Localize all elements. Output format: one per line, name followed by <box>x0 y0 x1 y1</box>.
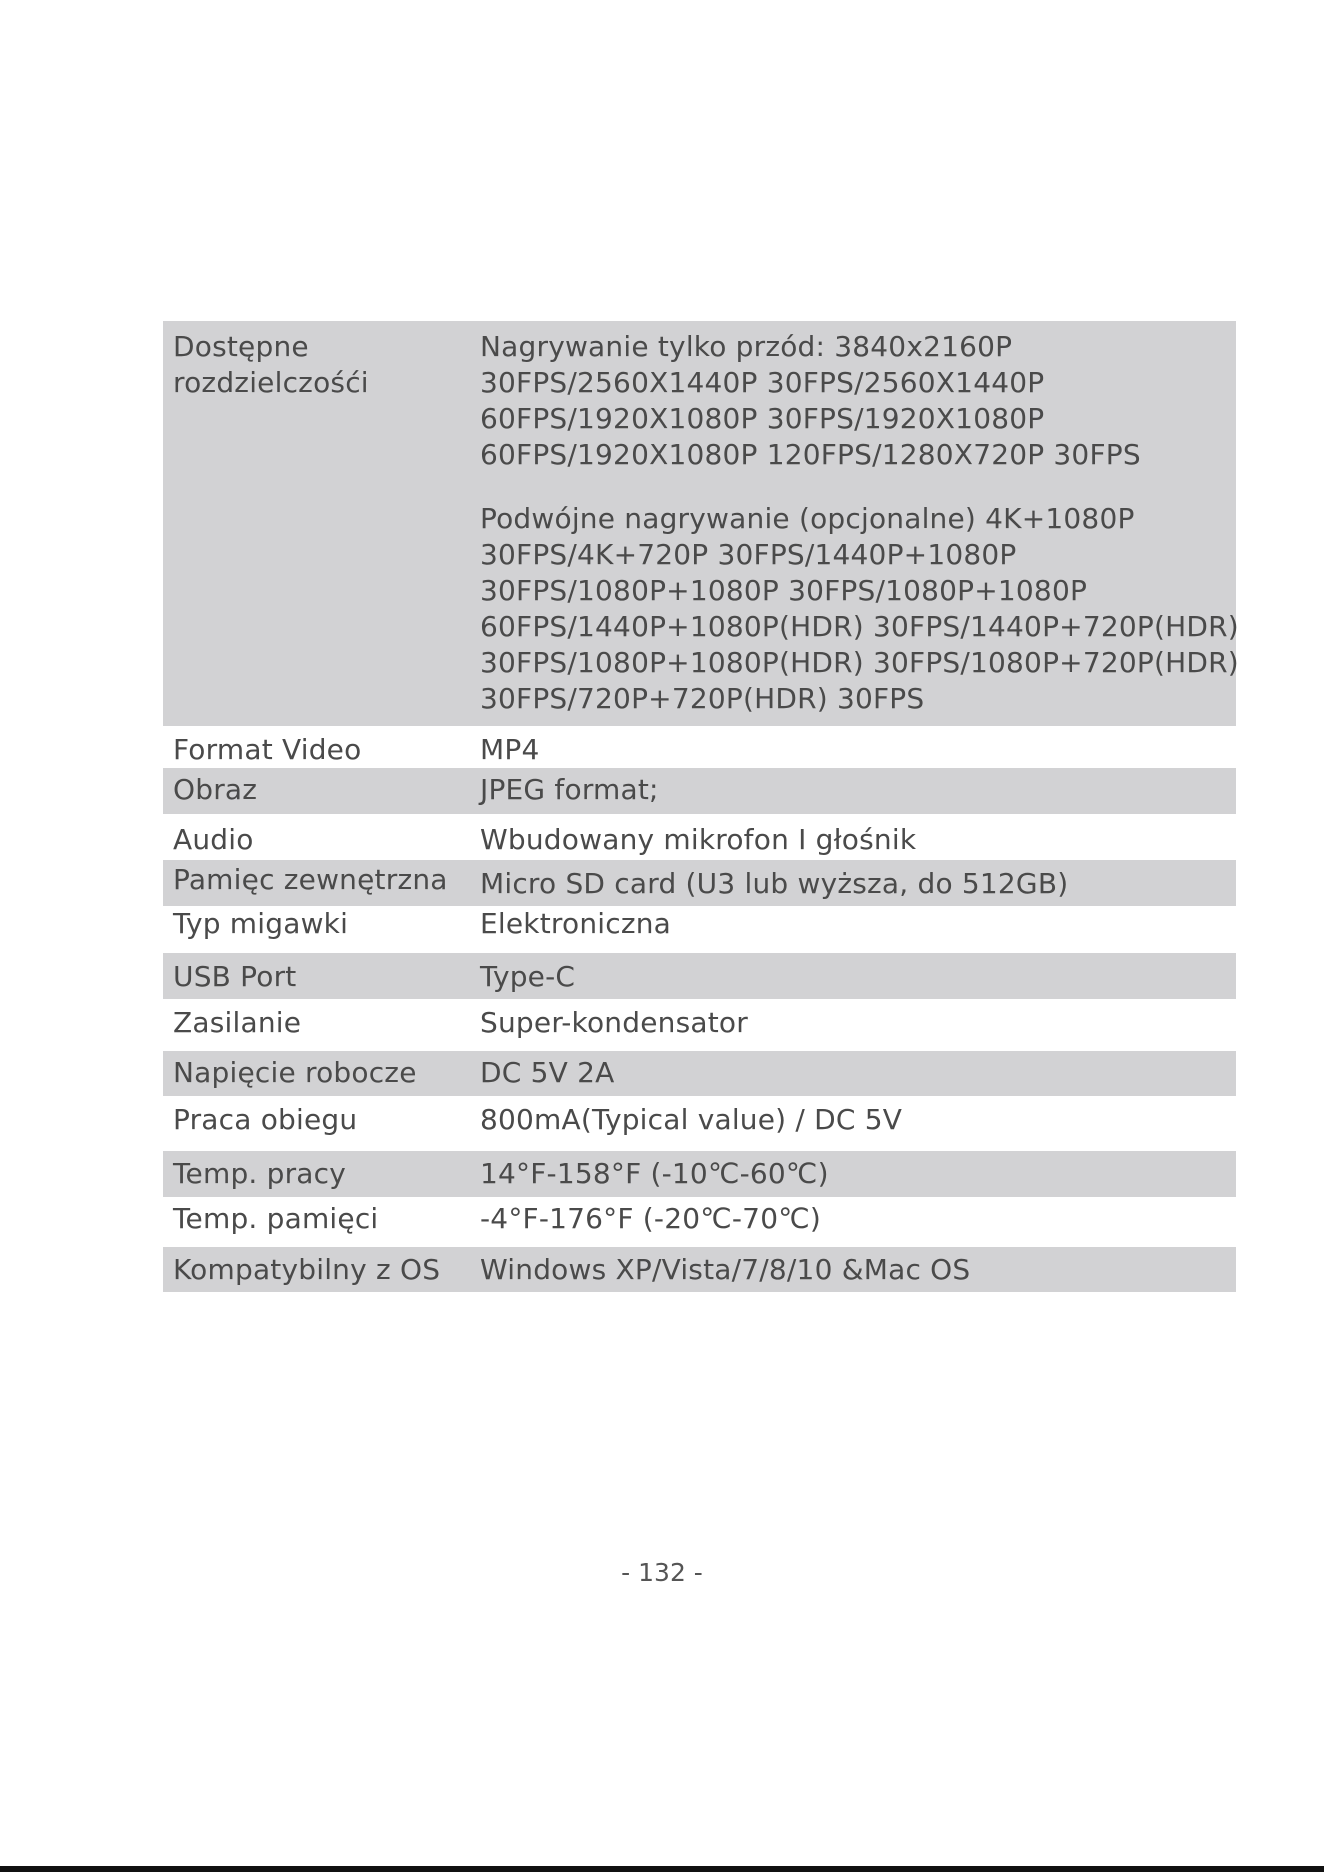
label-line: Dostępne <box>173 330 309 363</box>
spec-value-resolution <box>480 329 1245 717</box>
spec-row-video-format <box>163 726 1236 768</box>
spec-row-storage-temp <box>163 1197 1236 1247</box>
spec-value: Elektroniczna <box>480 907 672 940</box>
spec-value: Type-C <box>480 960 576 993</box>
spec-value: JPEG format; <box>480 773 659 806</box>
spec-row-shutter <box>163 906 1236 953</box>
value-line: 30FPS/1080P+1080P 30FPS/1080P+1080P <box>480 574 1088 607</box>
spec-label: Praca obiegu <box>173 1103 358 1136</box>
spec-label: Temp. pracy <box>173 1157 347 1190</box>
spec-label: Pamięc zewnętrzna <box>173 863 448 896</box>
spec-row-external-memory <box>163 860 1236 906</box>
spec-label: Kompatybilny z OS <box>173 1253 441 1286</box>
spec-value: Windows XP/Vista/7/8/10 &Mac OS <box>480 1253 971 1286</box>
bottom-border <box>0 1866 1324 1872</box>
spec-row-power <box>163 999 1236 1051</box>
spec-value: 800mA(Typical value) / DC 5V <box>480 1103 903 1136</box>
spec-row-image <box>163 768 1236 814</box>
spec-label-resolution <box>163 329 480 401</box>
spec-label: Temp. pamięci <box>173 1202 379 1235</box>
label-line: rozdzielczośći <box>173 366 369 399</box>
spec-label: USB Port <box>173 960 297 993</box>
spec-value: -4°F-176°F (-20℃-70℃) <box>480 1202 821 1235</box>
spec-value: Super-kondensator <box>480 1006 748 1039</box>
spec-row-operating-temp <box>163 1151 1236 1197</box>
value-line: 30FPS/4K+720P 30FPS/1440P+1080P <box>480 538 1017 571</box>
spec-value: Wbudowany mikrofon I głośnik <box>480 823 917 856</box>
value-line: 60FPS/1920X1080P 120FPS/1280X720P 30FPS <box>480 438 1141 471</box>
specification-table <box>163 321 1239 1292</box>
spec-label: Typ migawki <box>173 907 349 940</box>
value-line: 60FPS/1440P+1080P(HDR) 30FPS/1440P+720P(HDR) <box>480 610 1239 643</box>
value-line: Podwójne nagrywanie (opcjonalne) 4K+1080P <box>480 502 1135 535</box>
paragraph-gap <box>480 473 1239 501</box>
spec-value: MP4 <box>480 733 540 766</box>
spec-label: Obraz <box>173 773 258 806</box>
spec-row-audio <box>163 814 1236 860</box>
spec-row-usb-port <box>163 953 1236 999</box>
spec-value: Micro SD card (U3 lub wyższa, do 512GB) <box>480 867 1069 900</box>
spec-label: Audio <box>173 823 254 856</box>
spec-value: DC 5V 2A <box>480 1056 615 1089</box>
spec-row-operating-voltage <box>163 1051 1236 1096</box>
spec-value: 14°F-158°F (-10℃-60℃) <box>480 1157 829 1190</box>
page-number: - 132 - <box>621 1558 703 1587</box>
value-line: Nagrywanie tylko przód: 3840x2160P <box>480 330 1013 363</box>
spec-row-current <box>163 1096 1236 1151</box>
value-line: 30FPS/1080P+1080P(HDR) 30FPS/1080P+720P(HDR) <box>480 646 1239 679</box>
spec-row-resolution <box>163 321 1239 726</box>
value-line: 60FPS/1920X1080P 30FPS/1920X1080P <box>480 402 1045 435</box>
value-line: 30FPS/2560X1440P 30FPS/2560X1440P <box>480 366 1045 399</box>
spec-label: Format Video <box>173 733 362 766</box>
spec-label: Zasilanie <box>173 1006 302 1039</box>
spec-row-os-compatibility <box>163 1247 1236 1292</box>
spec-label: Napięcie robocze <box>173 1056 417 1089</box>
value-line: 30FPS/720P+720P(HDR) 30FPS <box>480 682 925 715</box>
